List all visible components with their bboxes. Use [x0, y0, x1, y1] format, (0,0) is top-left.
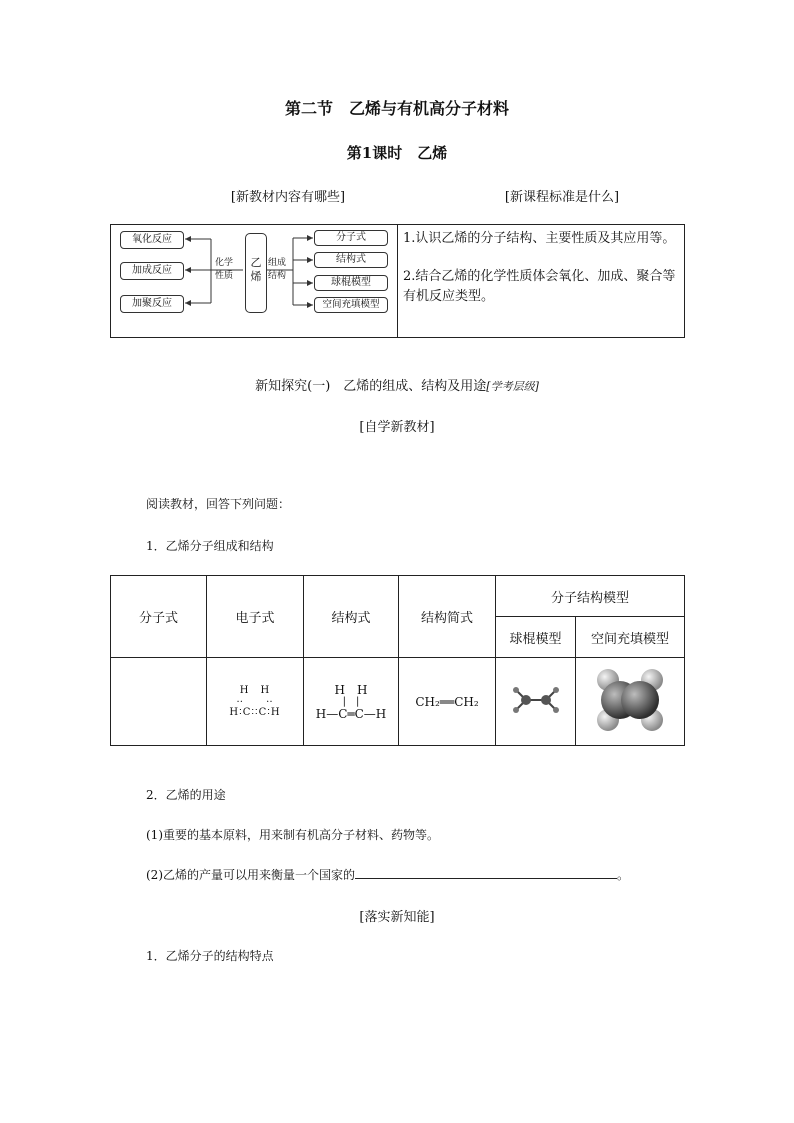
th-molecular-formula: 分子式 — [111, 576, 207, 658]
consolidate-heading: [落实新知能] — [359, 910, 435, 925]
label-struct-2: 结构 — [268, 271, 287, 281]
node-addition: 加成反应 — [120, 262, 184, 280]
left-heading: [新教材内容有哪些] — [230, 190, 346, 205]
electron-main: H∶C∶∶C∶H — [229, 707, 281, 718]
node-formula: 分子式 — [314, 230, 388, 246]
structural-top: H H — [334, 682, 368, 697]
self-study-heading: [自学新教材] — [359, 420, 435, 435]
explore-title-text: 新知探究(一) 乙烯的组成、结构及用途 — [255, 379, 487, 394]
answer-blank[interactable] — [355, 866, 617, 879]
center-char-1: 乙 — [250, 256, 262, 269]
structural-main: H—C═C—H — [315, 706, 387, 721]
th-structural-formula: 结构式 — [304, 576, 399, 658]
node-oxidation: 氧化反应 — [120, 231, 184, 249]
th-electron-formula: 电子式 — [207, 576, 304, 658]
question-1: 1．乙烯分子组成和结构 — [146, 539, 274, 553]
section-title: 第二节 乙烯与有机高分子材料 — [284, 99, 509, 118]
node-space-filling: 空间充填模型 — [314, 297, 388, 313]
use-2-text: (2)乙烯的产量可以用来衡量一个国家的 — [146, 868, 355, 882]
node-structural: 结构式 — [314, 252, 388, 268]
intro-text: 阅读教材，回答下列问题： — [146, 497, 291, 511]
question-2: 2．乙烯的用途 — [146, 788, 226, 802]
th-ball-stick: 球棍模型 — [496, 617, 576, 658]
space-filling-model — [590, 665, 670, 735]
label-struct-1: 组成 — [268, 258, 287, 268]
goal-1: 1.认识乙烯的分子结构、主要性质及其应用等。 — [403, 231, 676, 246]
th-simple-formula: 结构简式 — [399, 576, 496, 658]
lesson-title: 第1课时 乙烯 — [346, 144, 448, 162]
electron-top: H H — [239, 685, 271, 696]
overview-box — [110, 224, 685, 338]
cell-ball-stick — [496, 658, 576, 746]
explore-title — [0, 375, 794, 394]
th-model: 分子结构模型 — [496, 576, 685, 617]
cell-structural-formula — [304, 658, 399, 746]
use-1: (1)重要的基本原料，用来制有机高分子材料、药物等。 — [146, 828, 440, 842]
ethylene-structure-table — [110, 575, 685, 746]
question-3: 1．乙烯分子的结构特点 — [146, 949, 274, 963]
box-divider — [397, 225, 398, 337]
node-polymerization: 加聚反应 — [120, 295, 184, 313]
label-chem-1: 化学 — [215, 258, 234, 268]
explore-tag: [学考层级] — [486, 380, 539, 393]
cell-simple-formula: CH₂══CH₂ — [399, 658, 496, 746]
node-ethylene — [245, 233, 267, 313]
electron-dots: ‥ ‥ — [236, 694, 274, 705]
center-char-2: 烯 — [250, 270, 262, 283]
th-space-filling: 空间充填模型 — [576, 617, 685, 658]
cell-molecular-formula — [111, 658, 207, 746]
right-heading: [新课程标准是什么] — [504, 190, 620, 205]
label-chem-2: 性质 — [215, 271, 234, 281]
goal-2: 2.结合乙烯的化学性质体会氧化、加成、聚合等有机反应类型。 — [403, 269, 676, 304]
ball-stick-model — [506, 680, 566, 720]
node-ball-stick: 球棍模型 — [314, 275, 388, 291]
cell-electron-formula — [207, 658, 304, 746]
cell-space-filling — [576, 658, 685, 746]
use-2 — [146, 866, 629, 883]
use-2-end: 。 — [617, 868, 630, 882]
structural-bonds: | | — [342, 695, 360, 707]
